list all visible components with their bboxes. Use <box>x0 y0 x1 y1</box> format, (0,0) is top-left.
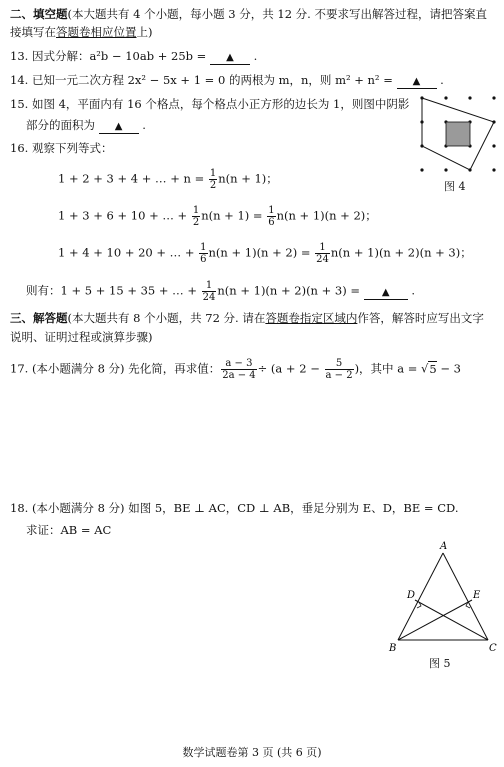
eq2-frac2-den: 6 <box>268 217 275 228</box>
grid-dot <box>492 96 495 99</box>
eq1-frac-den: 2 <box>209 180 217 191</box>
figure-4-caption: 图 4 <box>444 180 466 193</box>
segment-cd <box>415 600 488 640</box>
eq3-fraction-1 <box>199 242 207 265</box>
segment-ac <box>443 553 488 640</box>
question-14: 14. 已知一元二次方程 2x² − 5x + 1 = 0 的两根为 m，n，则 m² + n² = ▲ . <box>10 73 444 87</box>
label-e: E <box>473 590 481 601</box>
section3-intro1-underlined: 答题卷指定区域内 <box>265 311 358 325</box>
eq1-lhs: 1 + 2 + 3 + 4 + … + n = <box>58 171 205 186</box>
q16-equation-1 <box>58 168 278 191</box>
q18-line1: 18. (本小题满分 8 分) 如图 5，BE ⊥ AC，CD ⊥ AB，垂足分别为 E、D，BE = CD. <box>10 501 459 515</box>
section2-header <box>10 6 487 22</box>
page-footer: 数学试题卷第 3 页 (共 6 页) <box>182 746 322 759</box>
q14-answer-blank[interactable] <box>397 74 437 89</box>
grid-dot <box>492 144 495 147</box>
eq2-fraction-2 <box>267 205 275 228</box>
eq3-mid: n(n + 1)(n + 2) = <box>208 245 311 260</box>
label-d: D <box>407 590 416 601</box>
final-frac-num: 1 <box>202 280 217 292</box>
section2-intro-line1: (本大题共有 4 个小题，每小题 3 分，共 12 分. 不要求写出解答过程，请把答案直 <box>67 7 487 21</box>
q16-answer-blank[interactable] <box>364 285 408 300</box>
q13-blank-mark: ▲ <box>226 52 234 63</box>
eq2-frac1-num: 1 <box>192 205 200 216</box>
label-c: C <box>489 643 497 654</box>
eq2-lhs: 1 + 3 + 6 + 10 + … + <box>58 208 188 223</box>
eq1-rhs: n(n + 1)； <box>218 171 278 186</box>
eq2-rhs: n(n + 1)(n + 2)； <box>276 208 377 223</box>
label-a: A <box>440 541 448 552</box>
eq3-frac2-den: 24 <box>316 254 329 265</box>
figure-5 <box>388 543 498 653</box>
segment-ab <box>398 553 443 640</box>
eq2-fraction-1 <box>192 205 200 228</box>
question-17: 17. (本小题满分 8 分) 先化简，再求值： $\frac{a - 3}{2a - 4}$ ÷ (a + 2 − $\frac{5}{a - 2}$ )，其中 a = √5 − 3 <box>10 358 461 381</box>
figure-5-caption: 图 5 <box>429 657 451 670</box>
q18-line2: 求证：AB = AC <box>26 523 112 537</box>
grid-dot <box>444 96 447 99</box>
section3-intro1-post: 作答，解答时应写出文字 <box>357 311 484 325</box>
q17-frac2-den: a − 2 <box>325 370 353 381</box>
final-lhs: 则有：1 + 5 + 15 + 35 + … + <box>26 283 197 298</box>
eq3-lhs: 1 + 4 + 10 + 20 + … + <box>58 245 195 260</box>
eq2-frac1-den: 2 <box>192 217 200 228</box>
q17-fraction-1 <box>221 358 256 381</box>
section3-intro1-pre: (本大题共有 8 个小题，共 72 分. 请在 <box>67 311 266 325</box>
q14-text: 14. 已知一元二次方程 2x² − 5x + 1 = 0 的两根为 m，n，则 m² + n² = <box>10 73 393 87</box>
segment-be <box>398 600 472 640</box>
eq3-frac1-num: 1 <box>200 242 207 253</box>
eq3-frac2-num: 1 <box>315 242 330 254</box>
section3-title: 三、解答题 <box>10 311 68 325</box>
section2-intro2-post: 上) <box>136 25 153 39</box>
section2-intro-line2 <box>10 24 153 40</box>
q15-line2: 部分的面积为 ▲ . <box>26 118 146 132</box>
q15-line1: 15. 如图 4，平面内有 16 个格点，每个格点小正方形的边长为 1，则图中阴影 <box>10 97 410 111</box>
section2-intro2-pre: 接填写在 <box>10 25 56 39</box>
q16-final: 则有：1 + 5 + 15 + 35 + … + $\frac{1}{24}$ n(n + 1)(n + 2)(n + 3) = ▲ . <box>26 280 415 303</box>
q15-blank-mark: ▲ <box>114 121 123 132</box>
q15-answer-blank[interactable] <box>99 119 139 134</box>
eq1-frac-num: 1 <box>209 168 217 179</box>
grid-dot <box>468 96 471 99</box>
q17-tail: − 3 <box>440 361 461 376</box>
section3-intro-line2: 说明、证明过程或演算步骤) <box>10 330 153 344</box>
label-b: B <box>389 643 397 654</box>
section3-header <box>10 310 484 326</box>
grid-dot <box>444 168 447 171</box>
final-rhs: n(n + 1)(n + 2)(n + 3) = <box>217 283 361 298</box>
q17-fraction-2 <box>325 358 354 381</box>
eq2-mid: n(n + 1) = <box>201 208 263 223</box>
q17-frac1-den: 2a − 4 <box>222 370 256 381</box>
q17-prefix: 17. (本小题满分 8 分) 先化简，再求值： <box>10 361 221 376</box>
eq3-fraction-2 <box>315 242 330 265</box>
q13-text: 13. 因式分解：a²b − 10ab + 25b = <box>10 49 207 63</box>
q17-mid: ÷ (a + 2 − <box>257 361 320 376</box>
grid-dot <box>420 168 423 171</box>
figure-4 <box>410 92 500 172</box>
final-fraction <box>202 280 217 303</box>
shaded-square <box>446 122 470 146</box>
question-13: 13. 因式分解：a²b − 10ab + 25b = ▲ . <box>10 49 258 63</box>
eq3-frac1-den: 6 <box>200 254 207 265</box>
section2-intro2-underlined: 答题卷相应位置 <box>56 25 137 39</box>
q17-frac2-num: 5 <box>325 358 354 370</box>
final-frac-den: 24 <box>202 292 216 303</box>
section2-title: 二、填空题 <box>10 7 68 21</box>
q17-post: )，其中 a = <box>354 361 418 376</box>
q17-root-value: 5 <box>429 361 437 376</box>
eq2-frac2-num: 1 <box>268 205 275 216</box>
grid-dot <box>492 168 495 171</box>
q16-blank-mark: ▲ <box>381 286 390 298</box>
eq3-rhs: n(n + 1)(n + 2)(n + 3)； <box>330 245 472 260</box>
q14-blank-mark: ▲ <box>412 76 421 87</box>
q16-intro: 16. 观察下列等式： <box>10 141 113 155</box>
q13-answer-blank[interactable] <box>210 50 250 65</box>
q17-frac1-num: a − 3 <box>221 358 256 370</box>
eq1-fraction <box>209 168 217 191</box>
q15-line2-text: 部分的面积为 <box>26 118 95 132</box>
q16-equation-3 <box>58 242 472 265</box>
q16-equation-2 <box>58 205 377 228</box>
